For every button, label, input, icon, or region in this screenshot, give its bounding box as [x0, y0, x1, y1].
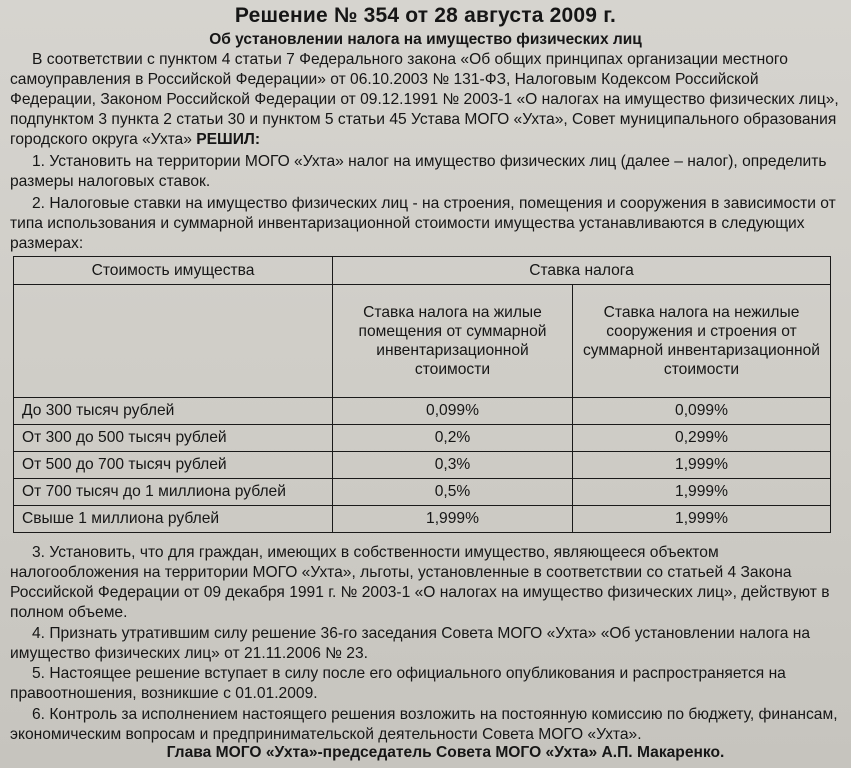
row-cost: До 300 тысяч рублей [14, 398, 333, 425]
row-nonresidential-rate: 0,299% [572, 425, 830, 452]
row-residential-rate: 0,5% [333, 479, 573, 506]
resolved-word: РЕШИЛ: [196, 131, 261, 148]
row-nonresidential-rate: 1,999% [572, 479, 830, 506]
item-4: 4. Признать утратившим силу решение 36-го заседания Совета МОГО «Ухта» «Об установлении налога на имущество физических лиц» от 21.11.2006 № 23. [10, 625, 811, 662]
row-cost: От 700 тысяч до 1 миллиона рублей [14, 479, 333, 506]
table-row [14, 398, 831, 425]
item-6: 6. Контроль за исполнением настоящего решения возложить на постоянную комиссию по бюджету, финансам, экономическим вопросам и предпринимательской деятельности Совета МОГО «Ухта». [10, 706, 838, 743]
header-cost-blank [14, 285, 333, 398]
row-residential-rate: 0,099% [333, 398, 573, 425]
tax-rates-table [13, 256, 831, 533]
document-title: Решение № 354 от 28 августа 2009 г. [234, 4, 617, 27]
row-nonresidential-rate: 1,999% [572, 452, 830, 479]
header-rate: Ставка налога [333, 257, 831, 285]
table-row [14, 479, 831, 506]
item-1: 1. Установить на территории МОГО «Ухта» налог на имущество физических лиц (далее – налог), определить размеры налоговых ставок. [10, 153, 827, 190]
table-row [14, 452, 831, 479]
item-2: 2. Налоговые ставки на имущество физических лиц - на строения, помещения и сооружения в зависимости от типа использования и суммарной инвентаризационной стоимости имущества устанавливаются в следующих размерах: [10, 195, 836, 252]
header-residential: Ставка налога на жилые помещения от суммарной инвентаризационной стоимости [333, 285, 573, 398]
signature: Глава МОГО «Ухта»-председатель Совета МОГО «Ухта» А.П. Макаренко. [166, 744, 725, 761]
item-3: 3. Установить, что для граждан, имеющих в собственности имущество, являющееся объектом налогообложения на территории МОГО «Ухта», льготы, установленные в соответствии со статьей 4 Закона Российской Федерации от 09 декабря 1991 г. № 2003-1 «О налогах на имущество физических лиц», действуют в полном объеме. [10, 544, 830, 621]
row-nonresidential-rate: 1,999% [572, 506, 830, 533]
row-cost: От 500 до 700 тысяч рублей [14, 452, 333, 479]
row-nonresidential-rate: 0,099% [572, 398, 830, 425]
header-cost: Стоимость имущества [14, 257, 333, 285]
document-subtitle: Об установлении налога на имущество физических лиц [209, 31, 642, 48]
header-nonresidential: Ставка налога на нежилые сооружения и строения от суммарной инвентаризационной стоимости [572, 285, 830, 398]
row-residential-rate: 0,2% [333, 425, 573, 452]
item-5: 5. Настоящее решение вступает в силу после его официального опубликования и распространяется на правоотношения, возникшие с 01.01.2009. [10, 665, 786, 702]
row-residential-rate: 1,999% [333, 506, 573, 533]
row-cost: От 300 до 500 тысяч рублей [14, 425, 333, 452]
row-residential-rate: 0,3% [333, 452, 573, 479]
table-row [14, 425, 831, 452]
table-row [14, 506, 831, 533]
row-cost: Свыше 1 миллиона рублей [14, 506, 333, 533]
intro-paragraph [10, 50, 842, 150]
intro-text: В соответствии с пунктом 4 статьи 7 Федерального закона «Об общих принципах организации местного самоуправления в Российской Федерации» от 06.10.2003 № 131-ФЗ, Налоговым Кодексом Российской Федерации, Законом Российской Федерации от 09.12.1991 № 2003-1 «О налогах на имущество физических лиц», подпунктом 3 пункта 2 статьи 30 и пунктом 5 статьи 45 Устава МОГО «Ухта», Совет муниципального образования городского округа «Ухта» [10, 51, 839, 148]
